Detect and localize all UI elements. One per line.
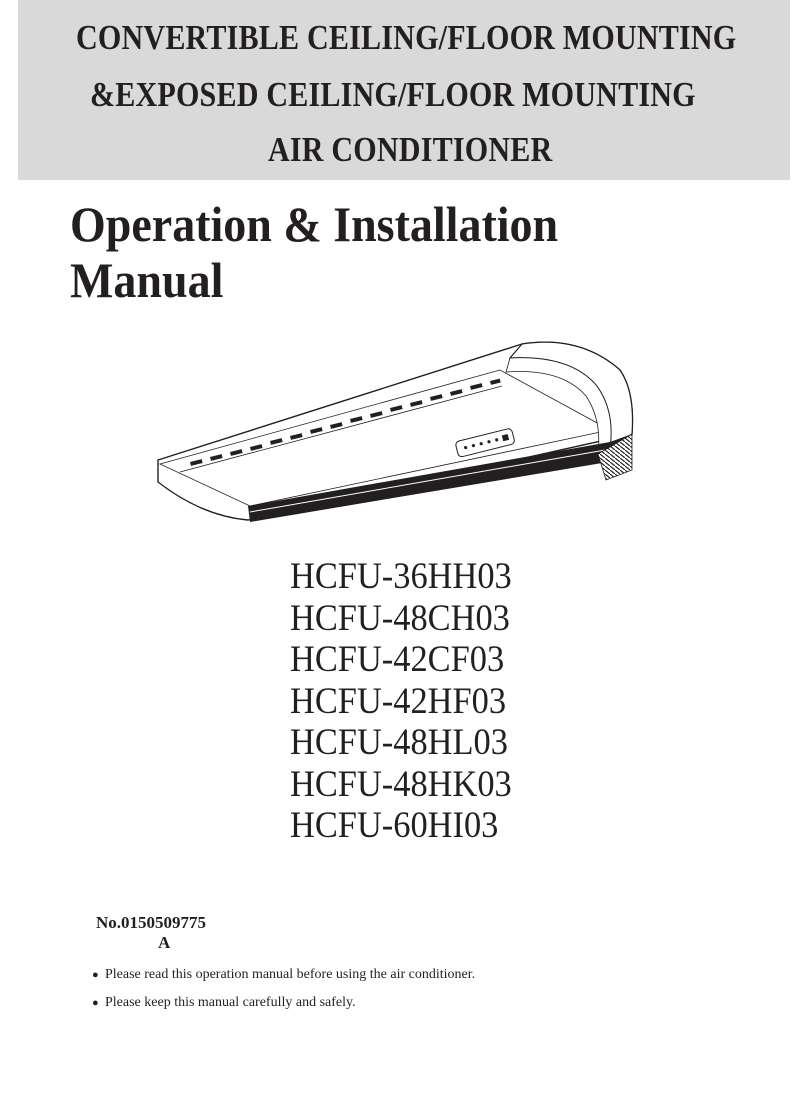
model-number: HCFU-48HL03: [290, 722, 508, 763]
document-revision: A: [158, 933, 171, 952]
notes-list: [92, 961, 475, 1017]
document-number: No.0150509775: [96, 913, 207, 932]
header-line-3: AIR CONDITIONER: [268, 130, 553, 169]
model-number: HCFU-48HK03: [290, 763, 512, 805]
manual-title-line-1: Operation & Installation: [70, 196, 559, 252]
note-item: [92, 989, 475, 1017]
model-number: HCFU-36HH03: [290, 556, 512, 597]
model-number: HCFU-42CF03: [290, 639, 505, 680]
header-line-1: CONVERTIBLE CEILING/FLOOR MOUNTING: [76, 18, 737, 57]
bullet-icon: ●: [92, 997, 99, 1009]
note-item: [92, 961, 475, 989]
model-number: HCFU-42HF03: [290, 680, 507, 722]
air-conditioner-icon: [150, 330, 640, 530]
model-number: HCFU-60HI03: [290, 805, 499, 846]
bullet-icon: ●: [92, 969, 99, 981]
model-list: [290, 556, 528, 847]
note-text: Please keep this manual carefully and safely.: [105, 995, 356, 1010]
header-line-2: &EXPOSED CEILING/FLOOR MOUNTING: [90, 75, 696, 114]
note-text: Please read this operation manual before using the air conditioner.: [105, 967, 476, 982]
model-number: HCFU-48CH03: [290, 597, 510, 639]
manual-title-line-2: Manual: [70, 252, 224, 308]
manual-title: [70, 196, 558, 308]
